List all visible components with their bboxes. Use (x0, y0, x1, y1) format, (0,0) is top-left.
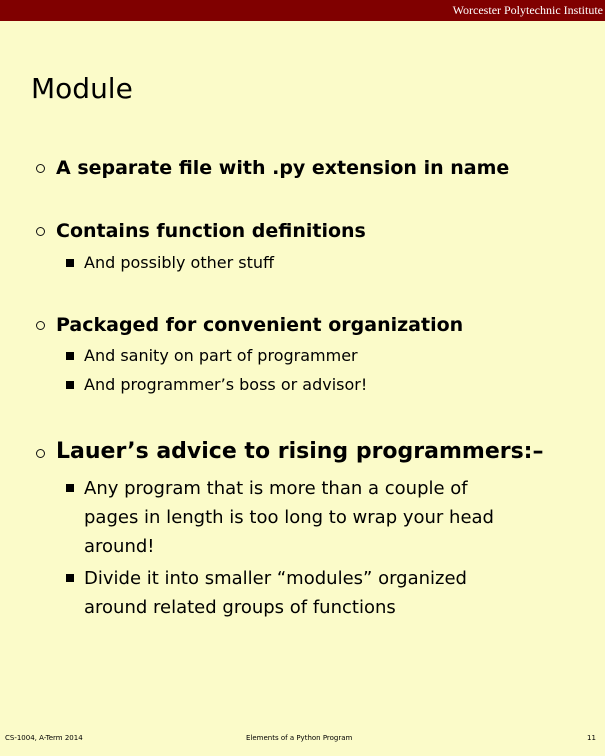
bullet-4: Lauer’s advice to rising programmers:– (56, 439, 544, 464)
square-bullet-icon (66, 259, 74, 267)
square-bullet-icon (66, 574, 74, 582)
sub-bullet-4-2-line-2: around related groups of functions (84, 597, 396, 618)
square-bullet-icon (66, 484, 74, 492)
institute-name: Worcester Polytechnic Institute (452, 3, 603, 17)
sub-bullet-2-1: And possibly other stuff (84, 253, 275, 272)
sub-bullet-3-2: And programmer’s boss or advisor! (84, 375, 368, 394)
sub-bullet-3-1: And sanity on part of programmer (84, 346, 358, 365)
bullet-1: A separate file with .py extension in name (56, 157, 510, 179)
square-bullet-icon (66, 381, 74, 389)
circle-bullet-icon (36, 164, 45, 173)
header-bar (0, 0, 605, 21)
circle-bullet-icon (36, 227, 45, 236)
sub-bullet-4-1-line-1: Any program that is more than a couple of (84, 478, 468, 499)
circle-bullet-icon (36, 321, 45, 330)
footer-course: CS-1004, A-Term 2014 (5, 734, 83, 742)
footer-page-number: 11 (587, 734, 596, 742)
bullet-2: Contains function definitions (56, 220, 366, 242)
sub-bullet-4-1-line-2: pages in length is too long to wrap your head (84, 507, 494, 528)
sub-bullet-4-1-line-3: around! (84, 536, 155, 557)
circle-bullet-icon (36, 449, 45, 458)
slide-title: Module (31, 72, 133, 105)
sub-bullet-4-2-line-1: Divide it into smaller “modules” organized (84, 568, 467, 589)
bullet-3: Packaged for convenient organization (56, 314, 464, 336)
footer-topic: Elements of a Python Program (246, 734, 353, 742)
square-bullet-icon (66, 352, 74, 360)
